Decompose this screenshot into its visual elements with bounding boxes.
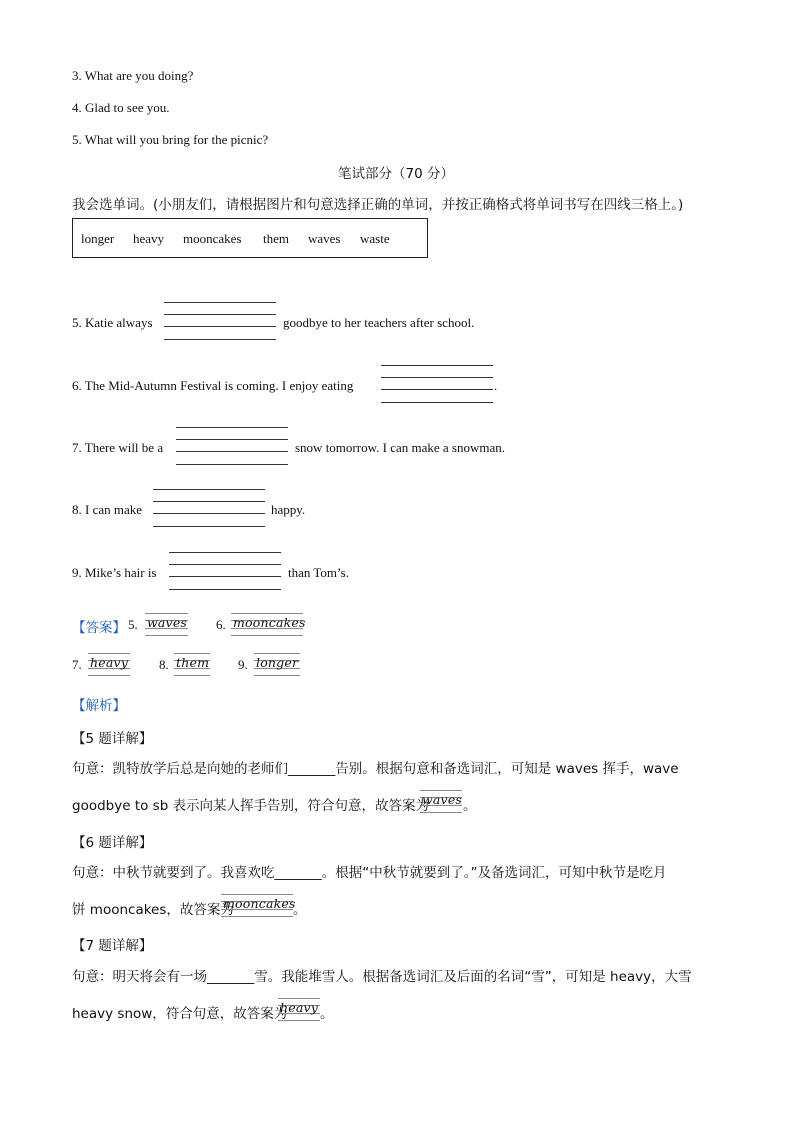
question-8-after: happy. xyxy=(271,502,306,517)
four-line-grid[interactable] xyxy=(153,489,265,527)
word-bank-item: waste xyxy=(360,231,390,246)
question-5-after: goodbye to her teachers after school. xyxy=(283,315,475,330)
question-9-after: than Tom’s. xyxy=(288,565,349,580)
detail-6-line2: 饼 mooncakes，故答案为 xyxy=(72,902,234,918)
detail-7-end: 。 xyxy=(320,1006,334,1022)
analysis-label: 【解析】 xyxy=(72,698,126,714)
four-line-grid[interactable] xyxy=(169,552,281,590)
question-7-before: 7. There will be a xyxy=(72,440,164,455)
detail-5-line2: goodbye to sb 表示向某人挥手告别，符合句意，故答案为 xyxy=(72,798,430,814)
question-9-before: 9. Mike’s hair is xyxy=(72,565,157,580)
instruction-text: 我会选单词。(小朋友们，请根据图片和句意选择正确的单词，并按正确格式将单词书写在四线三格上。) xyxy=(72,197,684,213)
four-line-grid[interactable] xyxy=(164,302,276,340)
answer-grid xyxy=(174,652,210,676)
answer-word: waves xyxy=(147,615,188,630)
answer-word: longer xyxy=(256,655,299,670)
answer-grid xyxy=(231,612,306,636)
answer-number: 7. xyxy=(72,657,82,672)
inline-answer-word: waves xyxy=(422,792,463,807)
detail-6-line1: 句意：中秋节就要到了。我喜欢吃_______。根据“中秋节就要到了。”及备选词汇，可知中秋节是吃月 xyxy=(72,865,667,881)
inline-answer-grid xyxy=(221,893,296,917)
answer-word: mooncakes xyxy=(233,615,306,630)
answer-number: 5. xyxy=(128,617,138,632)
inline-answer-word: mooncakes xyxy=(223,896,296,911)
question-6-before: 6. The Mid-Autumn Festival is coming. I enjoy eating xyxy=(72,378,354,393)
detail-5-line1: 句意：凯特放学后总是向她的老师们_______告别。根据句意和备选词汇，可知是 waves 挥手，wave xyxy=(72,761,679,777)
detail-6-end: 。 xyxy=(293,902,307,918)
detail-7-line1: 句意：明天将会有一场_______雪。我能堆雪人。根据备选词汇及后面的名词“雪”，可知是 heavy，大雪 xyxy=(72,969,692,985)
question-6-after: . xyxy=(494,378,498,393)
detail-6-title: 【6 题详解】 xyxy=(72,835,153,851)
answer-grid xyxy=(88,652,130,676)
word-bank-item: them xyxy=(263,231,289,246)
detail-5-title: 【5 题详解】 xyxy=(72,731,153,747)
word-bank-item: waves xyxy=(308,231,341,246)
answer-word: them xyxy=(176,655,210,670)
answer-grid xyxy=(254,652,300,676)
inline-answer-grid xyxy=(420,789,462,813)
detail-5-end: 。 xyxy=(463,798,477,814)
answer-word: heavy xyxy=(90,655,129,670)
written-section-title: 笔试部分（70 分） xyxy=(338,166,454,182)
inline-answer-grid xyxy=(278,997,320,1021)
word-bank-box xyxy=(72,218,428,258)
listening-q4: 4. Glad to see you. xyxy=(72,100,170,115)
answer-number: 8. xyxy=(159,657,169,672)
question-8-before: 8. I can make xyxy=(72,502,143,517)
four-line-grid[interactable] xyxy=(176,427,288,465)
answer-grid xyxy=(145,612,188,636)
word-bank-item: longer xyxy=(81,231,115,246)
answer-label: 【答案】 xyxy=(72,620,126,636)
question-5-before: 5. Katie always xyxy=(72,315,153,330)
four-line-grid[interactable] xyxy=(381,365,493,403)
inline-answer-word: heavy xyxy=(280,1000,319,1015)
listening-q5: 5. What will you bring for the picnic? xyxy=(72,132,269,147)
answer-number: 9. xyxy=(238,657,248,672)
word-bank-item: mooncakes xyxy=(183,231,242,246)
question-7-after: snow tomorrow. I can make a snowman. xyxy=(295,440,505,455)
word-bank-item: heavy xyxy=(133,231,165,246)
detail-7-title: 【7 题详解】 xyxy=(72,938,153,954)
answer-number: 6. xyxy=(216,617,226,632)
listening-q3: 3. What are you doing? xyxy=(72,68,194,83)
detail-7-line2: heavy snow，符合句意，故答案为 xyxy=(72,1006,288,1022)
